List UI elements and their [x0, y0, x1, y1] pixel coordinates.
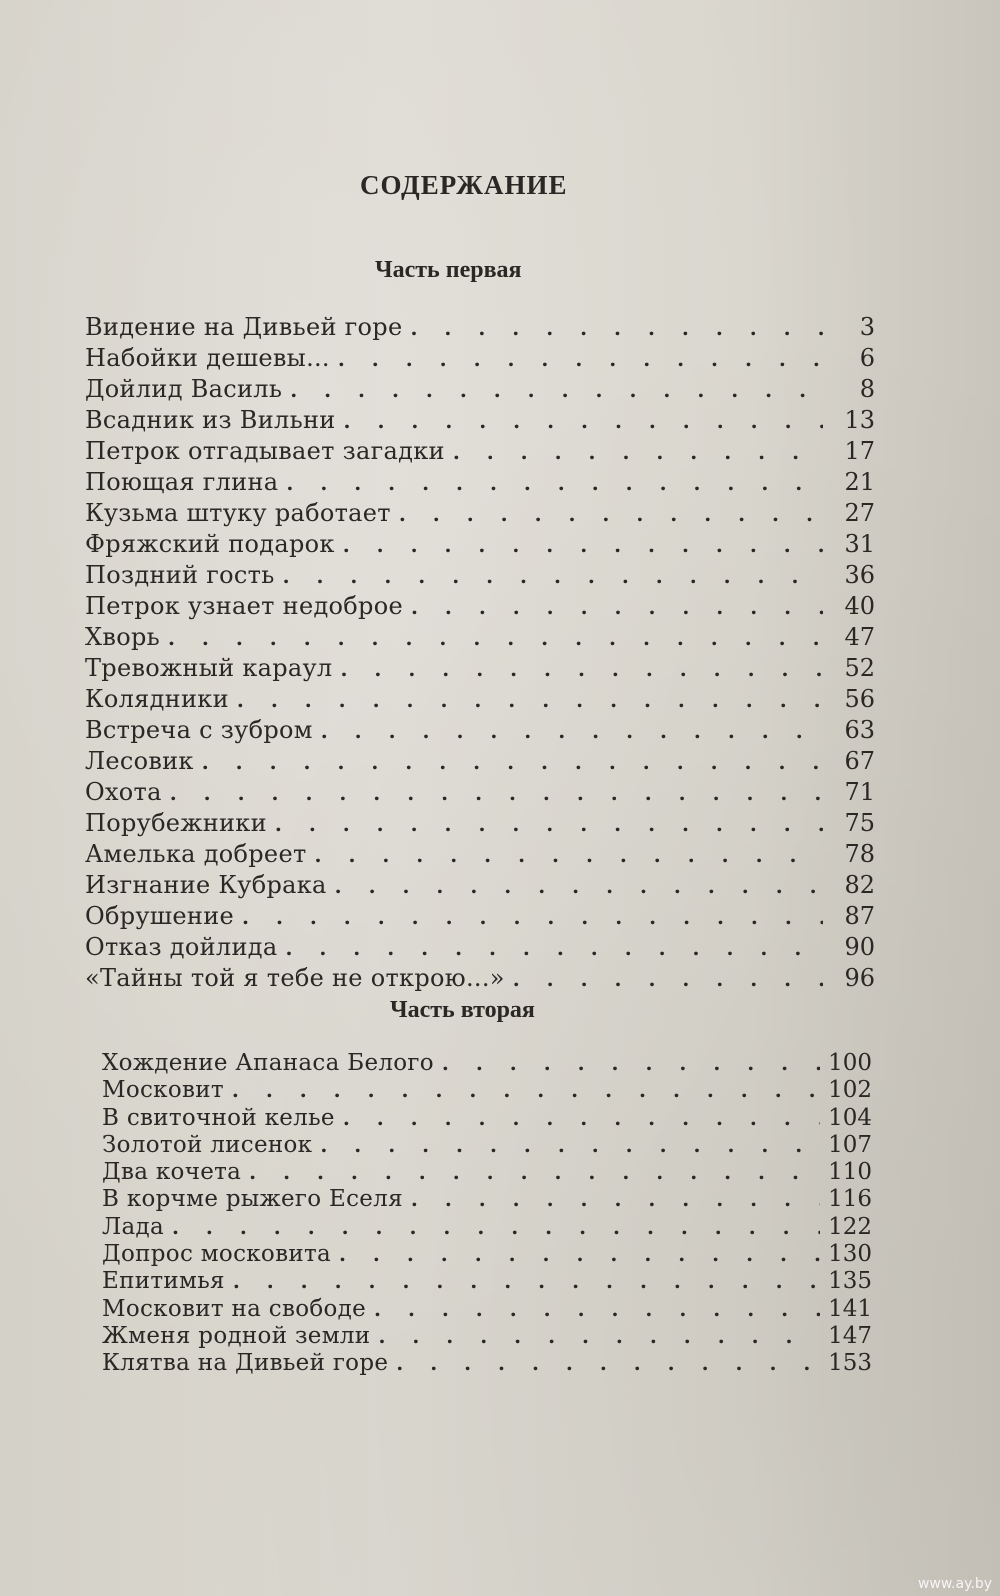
entry-page-number: 75 [844, 809, 875, 837]
dot-leader [315, 840, 823, 870]
entry-title: Петрок отгадывает загадки [85, 437, 445, 465]
dot-leader [411, 592, 823, 622]
toc-entry [102, 1077, 872, 1104]
dot-leader [286, 468, 823, 498]
entry-title: Лесовик [85, 747, 194, 775]
entry-page-number: 110 [828, 1159, 872, 1186]
dot-leader [335, 871, 823, 901]
entry-title: Хворь [85, 623, 160, 651]
entry-title: Тревожный караул [85, 654, 333, 682]
toc-entry [85, 777, 875, 808]
toc-entry [85, 622, 875, 653]
entry-page-number: 71 [844, 778, 875, 806]
entry-title: Набойки дешевы... [85, 344, 330, 372]
entry-page-number: 116 [828, 1186, 872, 1213]
watermark: www.ay.by [917, 1576, 992, 1592]
entry-title: «Тайны той я тебе не открою...» [85, 964, 505, 992]
toc-entry [102, 1268, 872, 1295]
dot-leader [399, 499, 823, 529]
entry-page-number: 87 [844, 902, 875, 930]
dot-leader [513, 964, 823, 994]
dot-leader [410, 313, 823, 343]
part-heading: Часть вторая [390, 997, 535, 1023]
entry-title: Поздний гость [85, 561, 275, 589]
entry-title: В корчме рыжего Еселя [102, 1186, 403, 1213]
dot-leader [170, 778, 823, 808]
toc-entry-list [102, 1050, 872, 1378]
entry-page-number: 6 [859, 344, 875, 372]
entry-title: Фряжский подарок [85, 530, 335, 558]
entry-page-number: 31 [844, 530, 875, 558]
entry-title: Допрос московита [102, 1241, 331, 1268]
dot-leader [378, 1323, 820, 1350]
part-heading: Часть первая [375, 257, 522, 283]
dot-leader [396, 1350, 820, 1377]
toc-entry [85, 343, 875, 374]
dot-leader [344, 406, 823, 436]
entry-title: Жменя родной земли [102, 1322, 371, 1349]
dot-leader [168, 623, 823, 653]
entry-page-number: 36 [844, 561, 875, 589]
entry-page-number: 47 [844, 623, 875, 651]
entry-page-number: 67 [844, 747, 875, 775]
entry-page-number: 13 [844, 406, 875, 434]
toc-entry [102, 1050, 872, 1077]
dot-leader [290, 375, 823, 405]
entry-page-number: 52 [844, 654, 875, 682]
dot-leader [453, 437, 823, 467]
toc-entry [85, 901, 875, 932]
entry-title: Отказ дойлида [85, 933, 278, 961]
dot-leader [172, 1214, 820, 1241]
toc-entry [102, 1350, 872, 1377]
entry-page-number: 102 [828, 1077, 872, 1104]
entry-title: Епитимья [102, 1268, 225, 1295]
toc-entry [85, 560, 875, 591]
toc-entry [102, 1105, 872, 1132]
toc-entry [85, 932, 875, 963]
toc-entry [85, 746, 875, 777]
toc-entry [102, 1159, 872, 1186]
entry-page-number: 107 [828, 1131, 872, 1158]
entry-title: Лада [102, 1213, 164, 1240]
toc-entry [85, 312, 875, 343]
entry-page-number: 78 [844, 840, 875, 868]
entry-page-number: 3 [859, 313, 875, 341]
entry-title: Золотой лисенок [102, 1131, 313, 1158]
toc-entry [102, 1323, 872, 1350]
toc-entry [102, 1214, 872, 1241]
dot-leader [339, 1241, 820, 1268]
toc-entry [85, 684, 875, 715]
entry-page-number: 82 [844, 871, 875, 899]
dot-leader [320, 1132, 820, 1159]
entry-page-number: 21 [844, 468, 875, 496]
toc-entry [85, 808, 875, 839]
dot-leader [411, 1186, 820, 1213]
entry-page-number: 27 [844, 499, 875, 527]
entry-title: Кузьма штуку работает [85, 499, 391, 527]
toc-entry [85, 963, 875, 994]
entry-title: Видение на Дивьей горе [85, 313, 403, 341]
toc-entry [85, 436, 875, 467]
toc-entry [102, 1296, 872, 1323]
dot-leader [237, 685, 823, 715]
entry-title: Изгнание Кубрака [85, 871, 327, 899]
entry-title: Петрок узнает недоброе [85, 592, 403, 620]
dot-leader [343, 530, 823, 560]
toc-title: СОДЕРЖАНИЕ [360, 170, 568, 200]
toc-entry [85, 374, 875, 405]
toc-entry [85, 839, 875, 870]
dot-leader [442, 1050, 820, 1077]
entry-page-number: 153 [828, 1350, 872, 1377]
dot-leader [321, 716, 823, 746]
entry-title: Клятва на Дивьей горе [102, 1350, 389, 1377]
dot-leader [202, 747, 823, 777]
dot-leader [343, 1105, 820, 1132]
toc-entry [85, 591, 875, 622]
entry-title: В свиточной келье [102, 1104, 335, 1131]
dot-leader [338, 344, 823, 374]
entry-title: Обрушение [85, 902, 235, 930]
dot-leader [283, 561, 823, 591]
dot-leader [233, 1268, 820, 1295]
entry-page-number: 17 [844, 437, 875, 465]
entry-title: Поющая глина [85, 468, 279, 496]
entry-page-number: 135 [828, 1268, 872, 1295]
entry-page-number: 104 [828, 1104, 872, 1131]
entry-page-number: 122 [828, 1213, 872, 1240]
entry-title: Колядники [85, 685, 229, 713]
entry-title: Два кочета [102, 1159, 242, 1186]
entry-title: Хождение Апанаса Белого [102, 1050, 434, 1076]
entry-page-number: 40 [844, 592, 875, 620]
entry-title: Порубежники [85, 809, 267, 837]
dot-leader [275, 809, 823, 839]
entry-page-number: 130 [828, 1241, 872, 1268]
dot-leader [242, 902, 823, 932]
entry-page-number: 100 [828, 1050, 872, 1076]
entry-page-number: 96 [844, 964, 875, 992]
entry-page-number: 56 [844, 685, 875, 713]
entry-page-number: 90 [844, 933, 875, 961]
toc-entry [85, 467, 875, 498]
entry-title: Охота [85, 778, 162, 806]
toc-entry [85, 498, 875, 529]
toc-entry [85, 529, 875, 560]
entry-title: Встреча с зубром [85, 716, 313, 744]
toc-entry [102, 1241, 872, 1268]
entry-title: Московит [102, 1077, 224, 1104]
dot-leader [340, 654, 823, 684]
dot-leader [285, 933, 823, 963]
entry-page-number: 8 [859, 375, 875, 403]
dot-leader [232, 1077, 820, 1104]
toc-entry [85, 870, 875, 901]
toc-entry-list [85, 312, 875, 994]
entry-page-number: 147 [828, 1322, 872, 1349]
dot-leader [249, 1159, 820, 1186]
entry-title: Всадник из Вильни [85, 406, 336, 434]
entry-title: Московит на свободе [102, 1295, 367, 1322]
entry-title: Дойлид Василь [85, 375, 283, 403]
toc-entry [102, 1132, 872, 1159]
toc-entry [85, 715, 875, 746]
entry-page-number: 63 [844, 716, 875, 744]
entry-page-number: 141 [828, 1295, 872, 1322]
dot-leader [374, 1296, 820, 1323]
toc-entry [85, 405, 875, 436]
toc-entry [85, 653, 875, 684]
toc-entry [102, 1186, 872, 1213]
entry-title: Амелька добреет [85, 840, 307, 868]
